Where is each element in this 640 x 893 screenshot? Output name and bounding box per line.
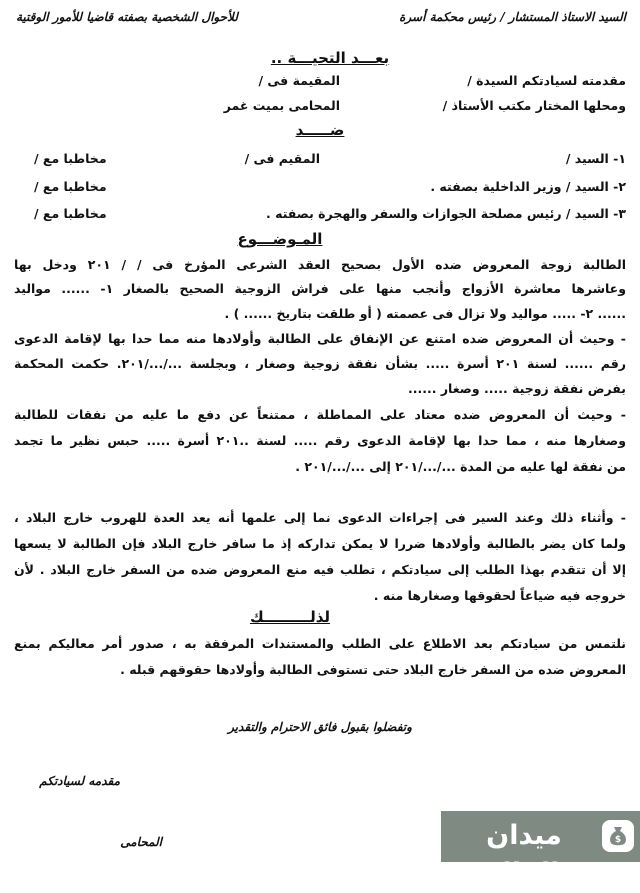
submitted-by: مقدمه لسيادتكم [39, 774, 120, 788]
defendant-2: ٢- السيد / وزير الداخلية بصفته . [430, 179, 626, 194]
lawyer-signature-label: المحامى [120, 835, 162, 849]
request-line-2: المعروض ضده من السفر خارج البلاد حتى تستوفى الطالبة وأولادها حقوقهم قبله . [120, 662, 626, 677]
defendant-3-served: مخاطبا مع / [34, 206, 107, 221]
applicant-office-line: ومحلها المختار مكتب الأستاذ / [442, 98, 626, 113]
paragraph-2-line-1: - وحيث أن المعروض ضده امتنع عن الإنفاق على الطالبة وأولادها منه مما حدا بها لإقامة الدعوى [14, 331, 626, 346]
svg-text:$: $ [614, 835, 622, 845]
paragraph-3-line-2: وصغارها منه ، مما حدا بها لإقامة الدعوى رقم ..... لسنة ..٢٠١ أسرة ..... حبس نظير ما تجمد [14, 433, 626, 448]
money-bag-icon [602, 820, 634, 852]
paragraph-3-line-1: - وحيث أن المعروض ضده معتاد على المماطلة ، ممتنعاً عن دفع ما عليه من نفقات للطالبة [14, 407, 626, 422]
therefore-heading: لذلـــــــــك [249, 608, 331, 626]
applicant-name-line: مقدمته لسيادتكم السيدة / [467, 73, 626, 88]
defendant-2-served: مخاطبا مع / [34, 179, 107, 194]
closing-salutation: وتفضلوا بقبول فائق الاحترام والتقدير [228, 720, 412, 734]
against-heading: ضـــــد [295, 121, 345, 139]
defendant-1-served: مخاطبا مع / [34, 151, 107, 166]
paragraph-4-line-2: ولما كان يضر بالطالبة وأولادها ضررا لا يمكن تداركه إذ ما سافر خارج البلاد فإن الطالبة لا يسعها [14, 536, 626, 551]
paragraph-2-line-2: رقم ...... لسنة ٢٠١ أسرة ..... بشأن نفقة زوجية وصغار ، وبجلسة .../.../٢٠١. حكمت المحكمة [14, 356, 626, 371]
watermark-logo [441, 811, 640, 889]
greeting-heading: بعـــد التحيـــة .. [270, 49, 390, 67]
defendant-3: ٣- السيد / رئيس مصلحة الجوازات والسفر والهجرة بصفته . [266, 206, 626, 221]
defendant-1-address: المقيم فى / [244, 151, 320, 166]
paragraph-1-line-2: وعاشرها معاشرة الأزواج وأنجب منها على فراش الزوجية الصحيح بالصغار ١- ...... مواليد [14, 281, 626, 296]
applicant-address: المقيمة فى / [258, 73, 340, 88]
paragraph-4-line-1: - وأثناء ذلك وعند السير فى إجراءات الدعوى نما إلى علمها أنه يعد العدة للهروب خارج البلاد ، [14, 510, 626, 525]
paragraph-1-line-3: ...... ٢- ..... مواليد ولا تزال فى عصمته ( أو طلقت بتاريخ ...... ) . [224, 306, 626, 321]
paragraph-4-line-3: إلا أن تتقدم بهذا الطلب إلى سيادتكم ، تطلب فيه منع المعروض ضده من السفر خارج البلاد . لأن [14, 562, 626, 577]
paragraph-4-line-4: خروجه فيه ضياعاً لحقوقها وصغارها منه . [373, 588, 626, 603]
subject-heading: المـوضـــوع [237, 230, 323, 248]
paragraph-1-line-1: الطالبة زوجة المعروض ضده الأول بصحيح العقد الشرعى المؤرخ فى / / ٢٠١ ودخل بها [14, 257, 626, 272]
header-addressee: السيد الاستاذ المستشار / رئيس محكمة أسرة [399, 10, 626, 24]
paragraph-2-line-3: بفرض نفقة زوجية ..... وصغار ...... [408, 381, 626, 396]
paragraph-3-line-3: من نفقة لها عليه من المدة .../.../٢٠١ إلى .../.../٢٠١ . [295, 459, 626, 474]
watermark-brand-text: ميدان المال [486, 820, 562, 889]
defendant-1: ١- السيد / [565, 151, 626, 166]
request-line-1: نلتمس من سيادتكم بعد الاطلاع على الطلب والمستندات المرفقة به ، صدور أمر معاليكم بمنع [14, 636, 626, 651]
header-court-role: للأحوال الشخصية بصفته قاضيا للأمور الوقتية [16, 10, 238, 24]
applicant-lawyer: المحامى بميت غمر [223, 98, 340, 113]
